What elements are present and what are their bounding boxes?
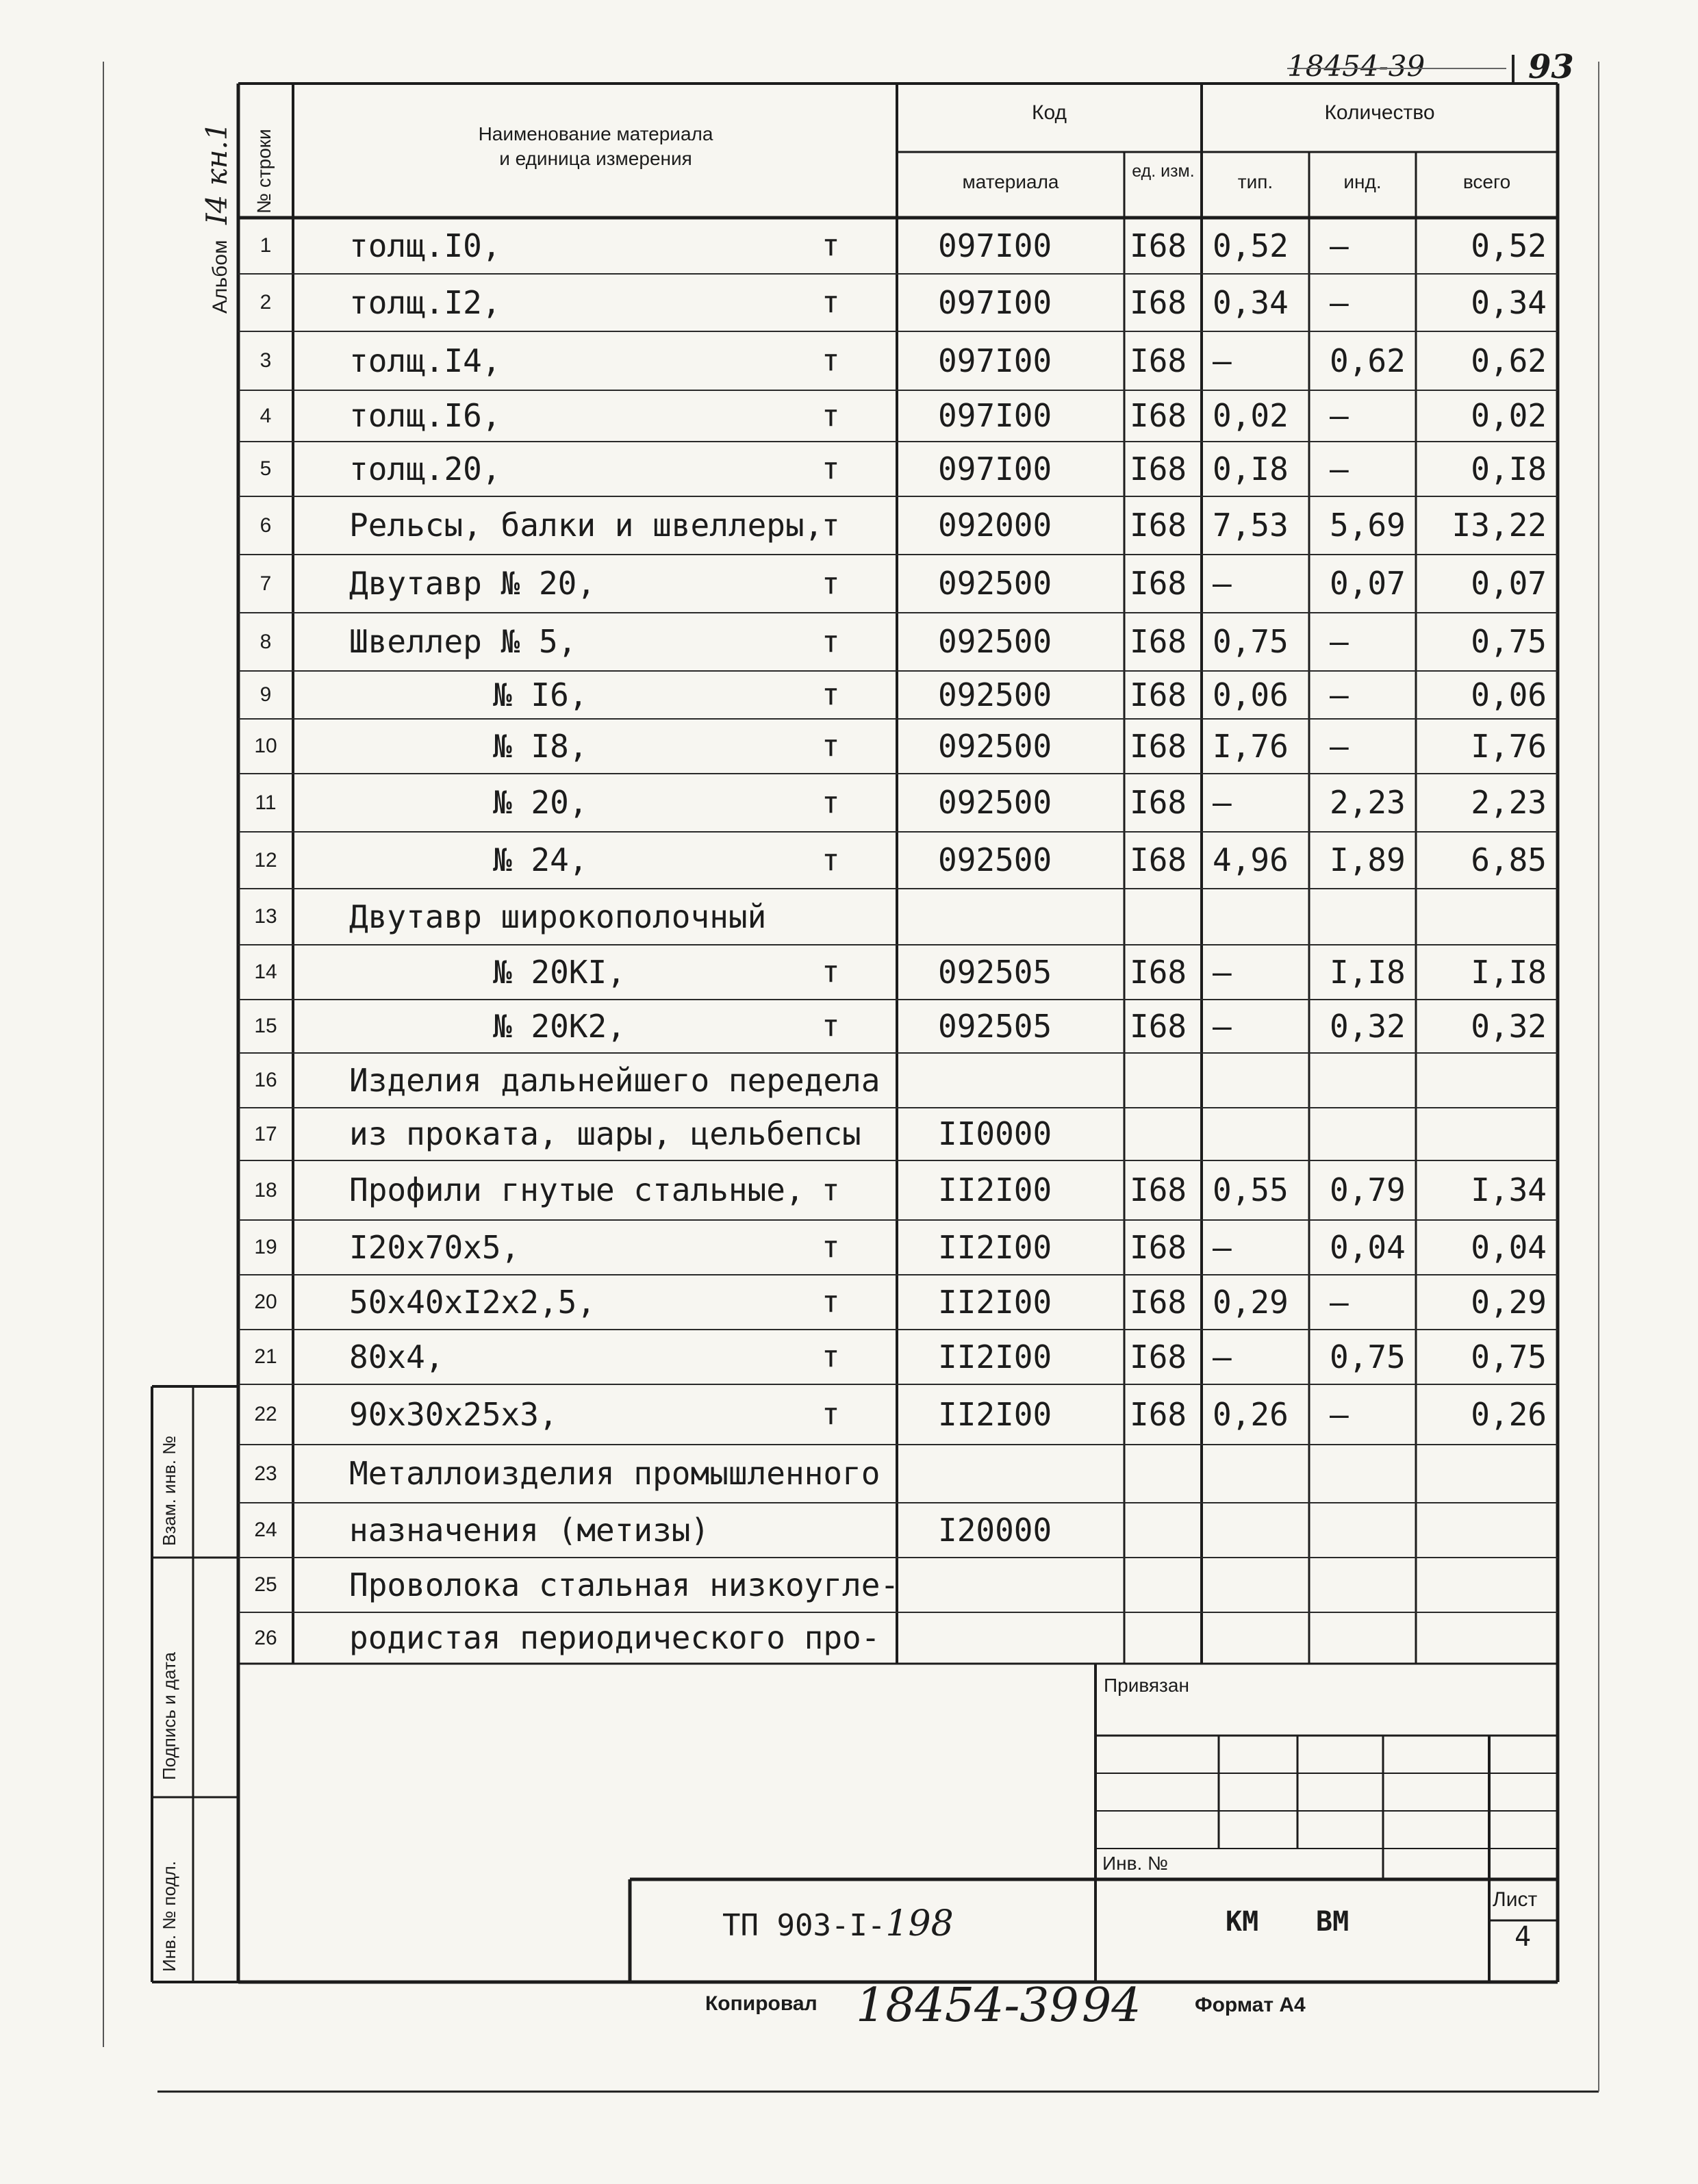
cell-unit bbox=[822, 889, 897, 945]
cell-code: 092500 bbox=[938, 623, 1052, 660]
cell-total: 0,02 bbox=[1471, 397, 1547, 434]
cell-num: 3 bbox=[259, 349, 272, 372]
cell-name: толщ.I6, bbox=[349, 397, 501, 434]
cell-code: 097I00 bbox=[938, 342, 1052, 379]
cell-name: Двутавр № 20, bbox=[349, 565, 596, 602]
cell-total bbox=[1416, 889, 1547, 945]
cell-total: 0,06 bbox=[1471, 676, 1547, 713]
cell-typ: – bbox=[1213, 565, 1232, 602]
cell-code: 092505 bbox=[938, 954, 1052, 991]
cell-num: 22 bbox=[254, 1403, 277, 1425]
cell-total bbox=[1416, 1503, 1547, 1558]
cell-ind: – bbox=[1330, 284, 1349, 321]
cell-num: 24 bbox=[254, 1519, 277, 1541]
cell-num: 7 bbox=[259, 572, 272, 595]
cell-num: 14 bbox=[254, 961, 277, 983]
cell-total: I3,22 bbox=[1452, 507, 1547, 544]
cell-name: 80x4, bbox=[349, 1338, 444, 1375]
cell-total: 0,07 bbox=[1471, 565, 1547, 602]
cell-unit bbox=[822, 1053, 897, 1108]
cell-code: 092500 bbox=[938, 676, 1052, 713]
cell-num: 16 bbox=[254, 1069, 277, 1091]
cell-total bbox=[1416, 1612, 1547, 1664]
cell-name: толщ.I4, bbox=[349, 342, 501, 379]
cell-num: 17 bbox=[254, 1123, 277, 1145]
cell-code: II2I00 bbox=[938, 1229, 1052, 1266]
cell-name: № 24, bbox=[493, 841, 588, 878]
cell-num: 2 bbox=[259, 291, 272, 314]
cell-typ: 4,96 bbox=[1213, 841, 1289, 878]
header-code-material: материала bbox=[962, 171, 1059, 192]
cell-typ bbox=[1213, 1445, 1309, 1503]
cell-code: 097I00 bbox=[938, 397, 1052, 434]
cell-eu: I68 bbox=[1130, 450, 1187, 487]
cell-total: 0,32 bbox=[1471, 1008, 1547, 1045]
cell-typ: 0,55 bbox=[1213, 1171, 1289, 1208]
top-reference: 18454-39 bbox=[1287, 49, 1425, 83]
cell-ind: – bbox=[1330, 397, 1349, 434]
cell-total: I,34 bbox=[1471, 1171, 1547, 1208]
cell-code: 092000 bbox=[938, 507, 1052, 544]
cell-name: Проволока стальная низкоугле- bbox=[349, 1566, 900, 1603]
stamp-list-no: 4 bbox=[1515, 1921, 1532, 1953]
cell-typ: 0,06 bbox=[1213, 676, 1289, 713]
cell-code: II2I00 bbox=[938, 1396, 1052, 1433]
cell-code: 092500 bbox=[938, 565, 1052, 602]
cell-num: 11 bbox=[255, 791, 277, 814]
cell-name: толщ.20, bbox=[349, 450, 501, 487]
cell-name: Рельсы, балки и швеллеры, bbox=[349, 507, 824, 544]
cell-eu bbox=[1130, 1503, 1202, 1558]
cell-eu bbox=[1130, 1612, 1202, 1664]
cell-code: 097I00 bbox=[938, 227, 1052, 264]
cell-unit: т bbox=[822, 785, 840, 820]
stamp-privyazan: Привязан bbox=[1104, 1675, 1189, 1696]
header-qty-typ: тип. bbox=[1237, 171, 1274, 192]
cell-typ: – bbox=[1213, 1229, 1232, 1266]
cell-eu: I68 bbox=[1130, 565, 1187, 602]
cell-unit bbox=[822, 1612, 897, 1664]
cell-eu: I68 bbox=[1130, 284, 1187, 321]
cell-eu: I68 bbox=[1130, 841, 1187, 878]
cell-typ: – bbox=[1213, 342, 1232, 379]
cell-num: 6 bbox=[259, 514, 272, 537]
cell-code: II2I00 bbox=[938, 1338, 1052, 1375]
cell-code: 092500 bbox=[938, 841, 1052, 878]
cell-name: № 20, bbox=[493, 784, 588, 821]
cell-typ: 0,75 bbox=[1213, 623, 1289, 660]
cell-eu: I68 bbox=[1130, 954, 1187, 991]
cell-code: II0000 bbox=[938, 1115, 1052, 1152]
cell-eu bbox=[1130, 889, 1202, 945]
footer-hand-ref: 18454-39 bbox=[856, 1979, 1079, 2033]
cell-num: 4 bbox=[259, 405, 272, 427]
cell-eu: I68 bbox=[1130, 623, 1187, 660]
cell-name: № 20К2, bbox=[493, 1008, 626, 1045]
cell-typ: I,76 bbox=[1213, 728, 1289, 765]
cell-unit: т bbox=[822, 1173, 840, 1208]
cell-ind: 0,04 bbox=[1330, 1229, 1406, 1266]
cell-typ bbox=[1213, 1612, 1309, 1664]
cell-total: 0,52 bbox=[1471, 227, 1547, 264]
cell-ind: 0,62 bbox=[1330, 342, 1406, 379]
cell-eu: I68 bbox=[1130, 784, 1187, 821]
cell-num: 18 bbox=[254, 1179, 277, 1202]
cell-num: 21 bbox=[254, 1345, 277, 1368]
cell-ind: – bbox=[1330, 450, 1349, 487]
footer-format: Формат А4 bbox=[1195, 1994, 1306, 2016]
cell-total bbox=[1416, 1558, 1547, 1612]
cell-code: 092505 bbox=[938, 1008, 1052, 1045]
cell-num: 13 bbox=[254, 905, 277, 928]
cell-ind: 0,79 bbox=[1330, 1171, 1406, 1208]
side-label-vzam: Взам. инв. № bbox=[159, 1435, 179, 1546]
cell-eu bbox=[1130, 1053, 1202, 1108]
stamp-doc-code-text: ТП 903-I- bbox=[722, 1908, 886, 1943]
cell-num: 26 bbox=[254, 1627, 277, 1649]
cell-eu: I68 bbox=[1130, 397, 1187, 434]
footer-hand-page: 94 bbox=[1082, 1979, 1141, 2033]
album-number: I4 кн.1 bbox=[200, 122, 233, 225]
cell-num: 5 bbox=[259, 457, 272, 480]
cell-typ bbox=[1213, 1503, 1309, 1558]
cell-code: II2I00 bbox=[938, 1171, 1052, 1208]
cell-unit: т bbox=[822, 508, 840, 543]
cell-ind: – bbox=[1330, 1396, 1349, 1433]
side-label-inv-podl: Инв. № подл. bbox=[159, 1861, 179, 1972]
cell-name: № I8, bbox=[493, 728, 588, 765]
cell-unit: т bbox=[822, 1397, 840, 1432]
cell-eu: I68 bbox=[1130, 676, 1187, 713]
cell-code bbox=[938, 889, 1124, 945]
cell-total: 0,75 bbox=[1471, 623, 1547, 660]
cell-ind: 0,07 bbox=[1330, 565, 1406, 602]
cell-ind bbox=[1330, 889, 1416, 945]
cell-typ bbox=[1213, 1108, 1309, 1160]
header-name: Наименование материала и единица измерения bbox=[478, 123, 713, 169]
cell-unit: т bbox=[822, 677, 840, 712]
header-code-unit: ед. изм. bbox=[1132, 162, 1195, 181]
cell-ind: – bbox=[1330, 227, 1349, 264]
cell-typ: 0,34 bbox=[1213, 284, 1289, 321]
cell-typ: 0,I8 bbox=[1213, 450, 1289, 487]
cell-eu: I68 bbox=[1130, 1229, 1187, 1266]
cell-eu: I68 bbox=[1130, 1396, 1187, 1433]
header-qty-total: всего bbox=[1462, 171, 1511, 192]
cell-total: 0,29 bbox=[1471, 1284, 1547, 1321]
cell-typ: 0,52 bbox=[1213, 227, 1289, 264]
cell-name: Швеллер № 5, bbox=[349, 623, 577, 660]
cell-unit: т bbox=[822, 1339, 840, 1374]
cell-ind: 0,75 bbox=[1330, 1338, 1406, 1375]
cell-ind bbox=[1330, 1503, 1416, 1558]
cell-name: назначения (метизы) bbox=[349, 1512, 710, 1549]
cell-eu: I68 bbox=[1130, 342, 1187, 379]
cell-code bbox=[938, 1612, 1124, 1664]
header-code: Код bbox=[1031, 101, 1067, 124]
cell-name: Двутавр широкополочный bbox=[349, 898, 767, 935]
cell-eu: I68 bbox=[1130, 728, 1187, 765]
cell-unit: т bbox=[822, 728, 840, 763]
cell-num: 23 bbox=[254, 1462, 277, 1485]
cell-code: II2I00 bbox=[938, 1284, 1052, 1321]
cell-typ: – bbox=[1213, 1338, 1232, 1375]
cell-ind: – bbox=[1330, 623, 1349, 660]
cell-unit bbox=[822, 1445, 897, 1503]
cell-total: 0,I8 bbox=[1471, 450, 1547, 487]
cell-code: 097I00 bbox=[938, 450, 1052, 487]
cell-ind: 0,32 bbox=[1330, 1008, 1406, 1045]
cell-eu bbox=[1130, 1445, 1202, 1503]
cell-total: 0,26 bbox=[1471, 1396, 1547, 1433]
cell-code: 092500 bbox=[938, 784, 1052, 821]
cell-ind: I,89 bbox=[1330, 841, 1406, 878]
cell-ind: 5,69 bbox=[1330, 507, 1406, 544]
cell-typ bbox=[1213, 889, 1309, 945]
cell-code: 097I00 bbox=[938, 284, 1052, 321]
cell-unit: т bbox=[822, 1230, 840, 1265]
cell-num: 15 bbox=[254, 1015, 277, 1037]
cell-code: 092500 bbox=[938, 728, 1052, 765]
cell-num: 10 bbox=[254, 735, 277, 757]
cell-name: из проката, шары, цельбепсы bbox=[349, 1115, 861, 1152]
stamp-inv-no: Инв. № bbox=[1102, 1853, 1169, 1874]
cell-eu: I68 bbox=[1130, 1338, 1187, 1375]
footer-kopiroval: Копировал bbox=[705, 1992, 818, 2015]
cell-name: толщ.I0, bbox=[349, 227, 501, 264]
cell-name: I20x70x5, bbox=[349, 1229, 520, 1266]
stamp-vm: ВМ bbox=[1316, 1906, 1349, 1938]
stamp-list-label: Лист bbox=[1493, 1888, 1538, 1911]
cell-unit bbox=[822, 1558, 897, 1612]
cell-name: 90x30x25x3, bbox=[349, 1396, 558, 1433]
stamp-km: КМ bbox=[1226, 1906, 1259, 1938]
header-rownum: № строки bbox=[253, 129, 275, 214]
cell-unit: т bbox=[822, 451, 840, 486]
cell-total: I,76 bbox=[1471, 728, 1547, 765]
cell-code: I20000 bbox=[938, 1512, 1052, 1549]
cell-typ: – bbox=[1213, 784, 1232, 821]
cell-name: толщ.I2, bbox=[349, 284, 501, 321]
cell-unit: т bbox=[822, 566, 840, 601]
cell-num: 25 bbox=[254, 1573, 277, 1596]
cell-num: 8 bbox=[259, 631, 272, 653]
cell-num: 12 bbox=[254, 849, 277, 872]
cell-name: № I6, bbox=[493, 676, 588, 713]
cell-eu: I68 bbox=[1130, 227, 1187, 264]
cell-name: Профили гнутые стальные, bbox=[349, 1171, 804, 1208]
cell-unit: т bbox=[822, 1284, 840, 1319]
side-label-podpis: Подпись и дата bbox=[159, 1651, 179, 1780]
cell-eu: I68 bbox=[1130, 507, 1187, 544]
cell-unit: т bbox=[822, 228, 840, 263]
cell-ind bbox=[1330, 1558, 1416, 1612]
cell-name: № 20КI, bbox=[493, 954, 626, 991]
cell-num: 20 bbox=[254, 1291, 277, 1313]
cell-ind bbox=[1330, 1612, 1416, 1664]
cell-name: 50x40xI2x2,5, bbox=[349, 1284, 596, 1321]
cell-code bbox=[938, 1445, 1124, 1503]
cell-total: 0,75 bbox=[1471, 1338, 1547, 1375]
cell-code bbox=[938, 1558, 1124, 1612]
cell-ind: – bbox=[1330, 676, 1349, 713]
cell-unit: т bbox=[822, 843, 840, 878]
cell-ind bbox=[1330, 1108, 1416, 1160]
cell-name: Металлоизделия промышленного bbox=[349, 1455, 880, 1492]
cell-unit: т bbox=[822, 343, 840, 378]
cell-total: 6,85 bbox=[1471, 841, 1547, 878]
cell-unit: т bbox=[822, 1008, 840, 1043]
cell-total: 0,04 bbox=[1471, 1229, 1547, 1266]
cell-unit bbox=[822, 1503, 897, 1558]
cell-typ bbox=[1213, 1053, 1309, 1108]
cell-total: 0,62 bbox=[1471, 342, 1547, 379]
header-qty-ind: инд. bbox=[1343, 171, 1382, 192]
cell-num: 1 bbox=[259, 234, 272, 257]
cell-eu bbox=[1130, 1108, 1202, 1160]
cell-total bbox=[1416, 1445, 1547, 1503]
cell-total: 0,34 bbox=[1471, 284, 1547, 321]
cell-total: I,I8 bbox=[1471, 954, 1547, 991]
cell-total: 2,23 bbox=[1471, 784, 1547, 821]
cell-ind: – bbox=[1330, 1284, 1349, 1321]
album-label-text: Альбом bbox=[209, 240, 231, 314]
cell-code bbox=[938, 1053, 1124, 1108]
cell-num: 9 bbox=[259, 683, 272, 706]
cell-typ: 0,02 bbox=[1213, 397, 1289, 434]
cell-typ: 0,26 bbox=[1213, 1396, 1289, 1433]
cell-unit: т bbox=[822, 398, 840, 433]
cell-name: родистая периодического про- bbox=[349, 1619, 880, 1656]
cell-typ: 0,29 bbox=[1213, 1284, 1289, 1321]
cell-unit bbox=[822, 1108, 897, 1160]
stamp-doc-code-hand: 198 bbox=[885, 1903, 954, 1944]
cell-num: 19 bbox=[254, 1236, 277, 1258]
cell-ind: – bbox=[1330, 728, 1349, 765]
header-qty: Количество bbox=[1324, 101, 1435, 124]
cell-total bbox=[1416, 1053, 1547, 1108]
cell-name: Изделия дальнейшего передела bbox=[349, 1062, 880, 1099]
cell-total bbox=[1416, 1108, 1547, 1160]
cell-eu: I68 bbox=[1130, 1284, 1187, 1321]
cell-typ: – bbox=[1213, 954, 1232, 991]
cell-typ: – bbox=[1213, 1008, 1232, 1045]
top-page-number: 93 bbox=[1528, 48, 1574, 86]
cell-ind: 2,23 bbox=[1330, 784, 1406, 821]
cell-eu bbox=[1130, 1558, 1202, 1612]
cell-unit: т bbox=[822, 285, 840, 320]
cell-ind bbox=[1330, 1053, 1416, 1108]
cell-typ bbox=[1213, 1558, 1309, 1612]
cell-eu: I68 bbox=[1130, 1171, 1187, 1208]
cell-typ: 7,53 bbox=[1213, 507, 1289, 544]
cell-ind: I,I8 bbox=[1330, 954, 1406, 991]
cell-ind bbox=[1330, 1445, 1416, 1503]
cell-unit: т bbox=[822, 624, 840, 659]
cell-unit: т bbox=[822, 954, 840, 989]
stamp-doc-code bbox=[722, 1903, 954, 1944]
cell-eu: I68 bbox=[1130, 1008, 1187, 1045]
